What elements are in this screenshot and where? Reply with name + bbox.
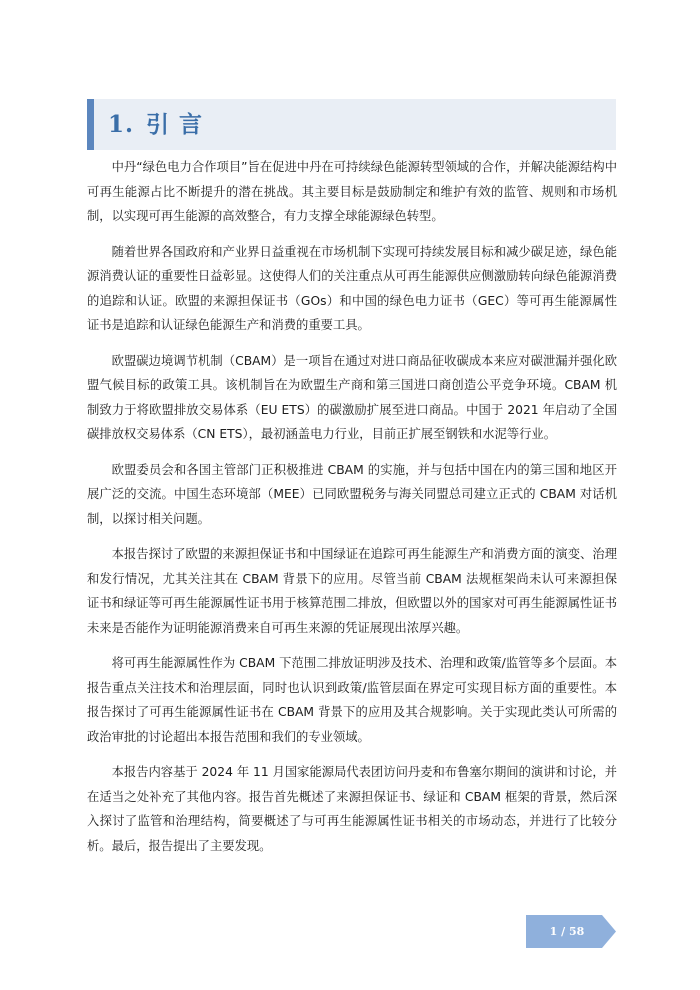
paragraph: 欧盟委员会和各国主管部门正积极推进 CBAM 的实施，并与包括中国在内的第三国和地区开展广泛的交流。中国生态环境部（MEE）已同欧盟税务与海关同盟总司建立正式的 CBAM 对话机制，以探讨相关问题。 [87, 462, 617, 526]
section-title [108, 108, 203, 141]
paragraph: 中丹“绿色电力合作项目”旨在促进中丹在可持续绿色能源转型领域的合作，并解决能源结构中可再生能源占比不断提升的潜在挑战。其主要目标是鼓励制定和维护有效的监管、规则和市场机制，以实现可再生能源的高效整合，有力支撑全球能源绿色转型。 [87, 160, 617, 223]
paragraph: 欧盟碳边境调节机制（CBAM）是一项旨在通过对进口商品征收碳成本来应对碳泄漏并强化欧盟气候目标的政策工具。该机制旨在为欧盟生产商和第三国进口商创造公平竞争环境。CBAM 机制致力于将欧盟排放交易体系（EU ETS）的碳激励扩展至进口商品。中国于 2021 年启动了全国碳排放权交易体系（CN ETS），最初涵盖电力行业，目前正扩展至钢铁和水泥等行业。 [87, 353, 617, 441]
section-title-text: 引 言 [146, 111, 204, 138]
paragraph: 随着世界各国政府和产业界日益重视在市场机制下实现可持续发展目标和减少碳足迹，绿色能源消费认证的重要性日益彰显。这使得人们的关注重点从可再生能源供应侧激励转向绿色能源消费的追踪和认证。欧盟的来源担保证书（GOs）和中国的绿色电力证书（GEC）等可再生能源属性证书是追踪和认证绿色能源生产和消费的重要工具。 [87, 244, 617, 332]
section-number: 1. [108, 111, 135, 138]
heading-accent-bar [87, 99, 94, 150]
page-number-badge [526, 915, 616, 948]
paragraph: 本报告内容基于 2024 年 11 月国家能源局代表团访问丹麦和布鲁塞尔期间的演讲和讨论，并在适当之处补充了其他内容。报告首先概述了来源担保证书、绿证和 CBAM 框架的背景，然后深入探讨了监管和治理结构，简要概述了与可再生能源属性证书相关的市场动态，并进行了比较分析。最后，报告提出了主要发现。 [87, 765, 617, 853]
paragraph: 将可再生能源属性作为 CBAM 下范围二排放证明涉及技术、治理和政策/监管等多个层面。本报告重点关注技术和治理层面，同时也认识到政策/监管层面在界定可实现目标方面的重要性。本报告探讨了可再生能源属性证书在 CBAM 背景下的应用及其合规影响。关于实现此类认可所需的政治审批的讨论超出本报告范围和我们的专业领域。 [87, 656, 617, 744]
body-text [87, 155, 617, 869]
page-number: 1 / 58 [549, 925, 585, 938]
section-heading [87, 99, 616, 150]
paragraph: 本报告探讨了欧盟的来源担保证书和中国绿证在追踪可再生能源生产和消费方面的演变、治理和发行情况，尤其关注其在 CBAM 背景下的应用。尽管当前 CBAM 法规框架尚未认可来源担保证书和绿证等可再生能源属性证书用于核算范围二排放，但欧盟以外的国家对可再生能源属性证书未来是否能作为证明能源消费来自可再生来源的凭证展现出浓厚兴趣。 [87, 547, 617, 635]
